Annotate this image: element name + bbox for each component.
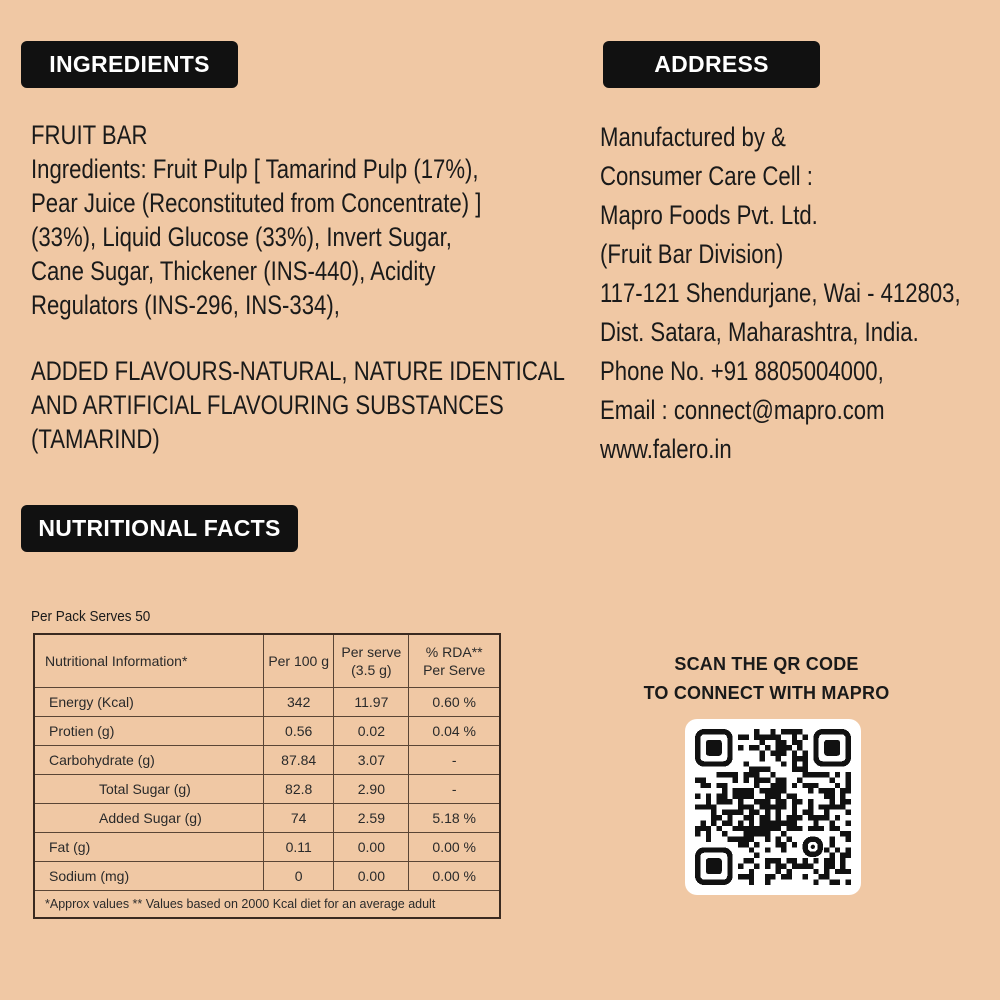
nutrition-header: NUTRITIONAL FACTS: [21, 505, 298, 552]
table-row: [34, 717, 500, 746]
nutrient-name: Energy (Kcal): [34, 688, 264, 717]
rda-value: -: [409, 775, 500, 804]
perserve-value: 0.02: [334, 717, 409, 746]
address-line: (Fruit Bar Division): [600, 239, 784, 269]
qr-caption-line: SCAN THE QR CODE: [674, 654, 859, 674]
table-footnote-row: [34, 891, 500, 919]
address-text: [600, 118, 985, 469]
perserve-value: 2.90: [334, 775, 409, 804]
table-row: [34, 746, 500, 775]
table-footnote: *Approx values ** Values based on 2000 Kcal diet for an average adult: [34, 891, 500, 919]
per100-value: 342: [264, 688, 334, 717]
ingredients-text: [31, 118, 565, 456]
table-header-row: [34, 634, 500, 688]
per100-value: 0: [264, 862, 334, 891]
col-header-perserve: [334, 634, 409, 688]
per100-value: 87.84: [264, 746, 334, 775]
per100-value: 74: [264, 804, 334, 833]
perserve-value: 3.07: [334, 746, 409, 775]
nutrient-name: Total Sugar (g): [34, 775, 264, 804]
address-header: ADDRESS: [603, 41, 820, 88]
table-row: [34, 804, 500, 833]
address-line: Manufactured by &: [600, 122, 786, 152]
col-header-rda-l2: Per Serve: [423, 662, 486, 678]
nutrient-name: Added Sugar (g): [34, 804, 264, 833]
nutrient-name: Protien (g): [34, 717, 264, 746]
address-line: Consumer Care Cell :: [600, 161, 813, 191]
address-line: Mapro Foods Pvt. Ltd.: [600, 200, 818, 230]
nutrition-table: [33, 633, 501, 919]
table-row: [34, 775, 500, 804]
serves-text: Per Pack Serves 50: [31, 608, 151, 625]
rda-value: 5.18 %: [409, 804, 500, 833]
qr-caption: [600, 650, 933, 708]
table-row: [34, 862, 500, 891]
ingredients-line: Cane Sugar, Thickener (INS-440), Acidity: [31, 256, 436, 286]
col-header-rda-l1: % RDA**: [425, 644, 483, 660]
rda-value: 0.04 %: [409, 717, 500, 746]
col-header-perserve-l2: (3.5 g): [351, 662, 392, 678]
rda-value: 0.60 %: [409, 688, 500, 717]
ingredients-header: INGREDIENTS: [21, 41, 238, 88]
email-line[interactable]: Email : connect@mapro.com: [600, 395, 885, 425]
flavour-line: ADDED FLAVOURS-NATURAL, NATURE IDENTICAL: [31, 356, 565, 386]
qr-code-icon[interactable]: [695, 729, 851, 885]
qr-code-card[interactable]: [685, 719, 861, 895]
address-line: Phone No. +91 8805004000,: [600, 356, 884, 386]
nutrient-name: Fat (g): [34, 833, 264, 862]
flavour-line: AND ARTIFICIAL FLAVOURING SUBSTANCES: [31, 390, 504, 420]
ingredients-line: Ingredients: Fruit Pulp [ Tamarind Pulp (17%),: [31, 154, 479, 184]
ingredients-line: (33%), Liquid Glucose (33%), Invert Sugar,: [31, 222, 452, 252]
address-line: 117-121 Shendurjane, Wai - 412803,: [600, 278, 961, 308]
col-header-rda: [409, 634, 500, 688]
nutrient-name: Carbohydrate (g): [34, 746, 264, 775]
perserve-value: 2.59: [334, 804, 409, 833]
qr-caption-line: TO CONNECT WITH MAPRO: [643, 683, 890, 703]
flavour-line: (TAMARIND): [31, 424, 160, 454]
per100-value: 0.56: [264, 717, 334, 746]
ingredients-line: FRUIT BAR: [31, 120, 148, 150]
perserve-value: 11.97: [334, 688, 409, 717]
ingredients-line: Regulators (INS-296, INS-334),: [31, 290, 340, 320]
col-header-perserve-l1: Per serve: [341, 644, 402, 660]
website-line[interactable]: www.falero.in: [600, 434, 732, 464]
table-row: [34, 688, 500, 717]
ingredients-line: Pear Juice (Reconstituted from Concentrate) ]: [31, 188, 482, 218]
perserve-value: 0.00: [334, 862, 409, 891]
rda-value: 0.00 %: [409, 862, 500, 891]
address-line: Dist. Satara, Maharashtra, India.: [600, 317, 919, 347]
rda-value: -: [409, 746, 500, 775]
per100-value: 0.11: [264, 833, 334, 862]
rda-value: 0.00 %: [409, 833, 500, 862]
col-header-info: Nutritional Information*: [34, 634, 264, 688]
table-row: [34, 833, 500, 862]
perserve-value: 0.00: [334, 833, 409, 862]
nutrient-name: Sodium (mg): [34, 862, 264, 891]
col-header-per100: Per 100 g: [264, 634, 334, 688]
per100-value: 82.8: [264, 775, 334, 804]
